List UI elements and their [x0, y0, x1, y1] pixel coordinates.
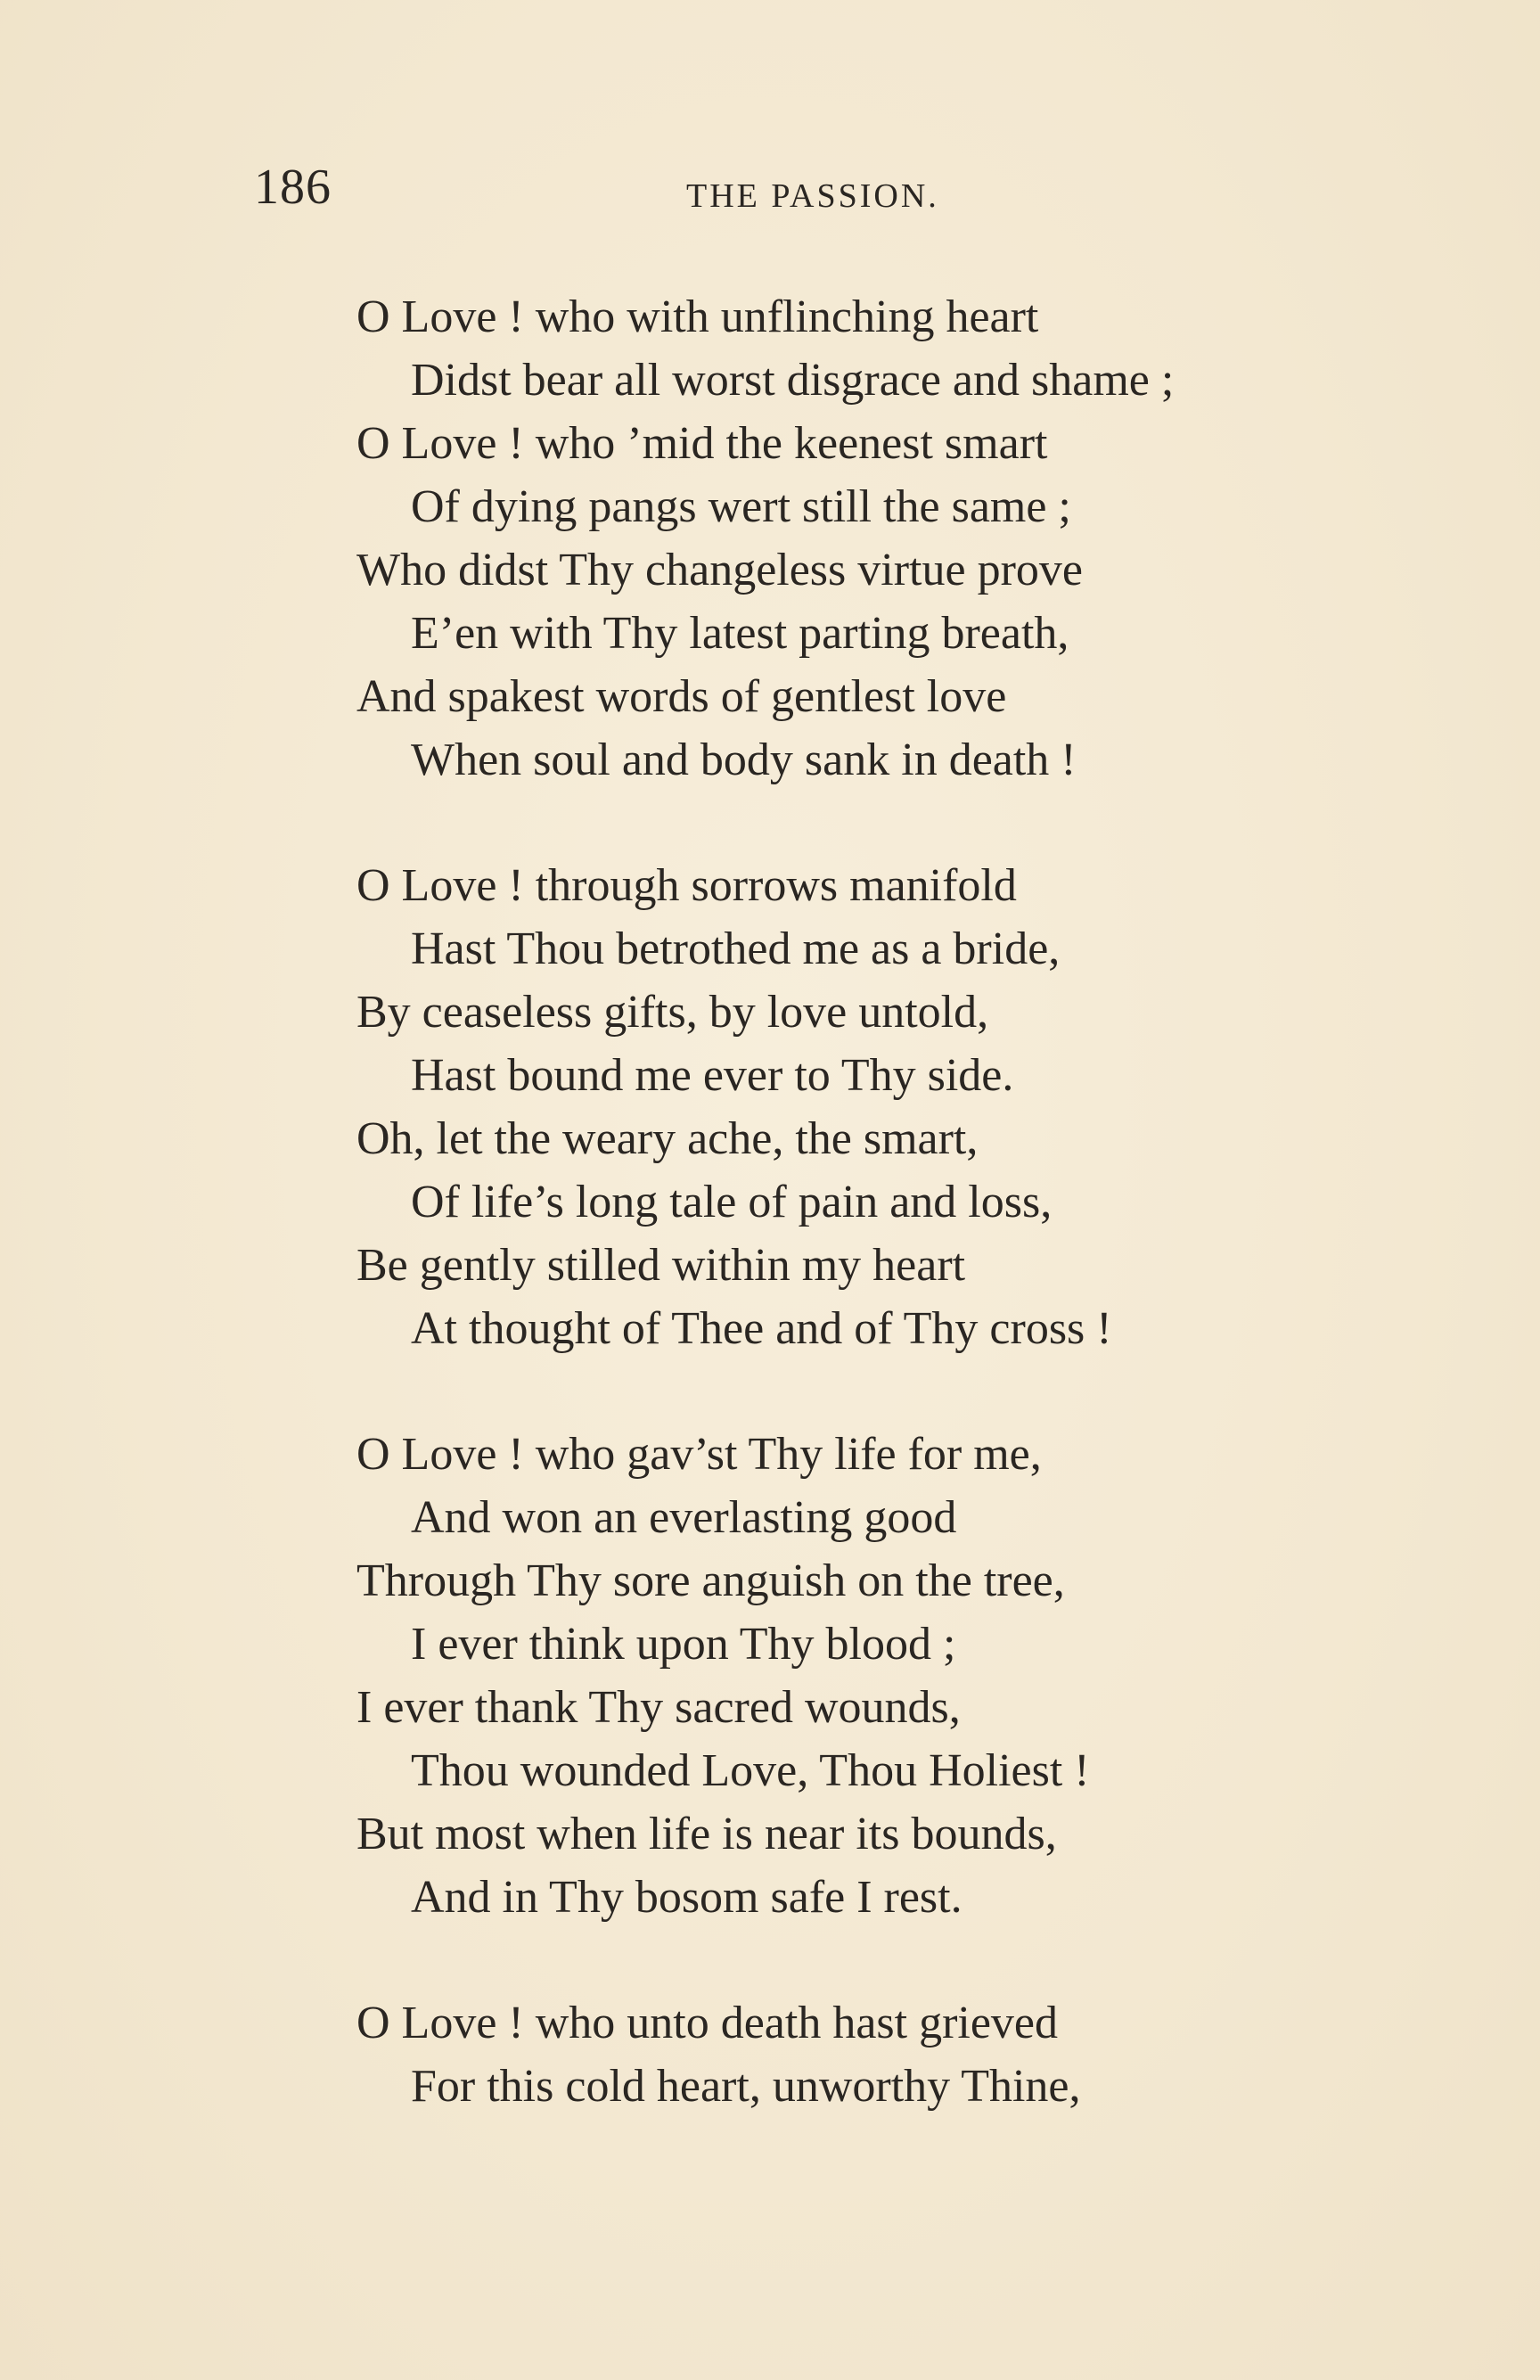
poem-line: Of life’s long tale of pain and loss, — [411, 1177, 1053, 1227]
poem-line: O Love ! who unto death hast grieved — [356, 1998, 1059, 2048]
poem-line: Thou wounded Love, Thou Holiest ! — [411, 1745, 1090, 1796]
poem-line: O Love ! who with unflinching heart — [356, 291, 1039, 342]
page-number: 186 — [254, 160, 332, 215]
stanza-2 — [356, 854, 1426, 1360]
poem-line: By ceaseless gifts, by love untold, — [356, 987, 989, 1038]
poem-line: I ever thank Thy sacred wounds, — [356, 1682, 961, 1733]
poem-line: Of dying pangs wert still the same ; — [411, 481, 1071, 532]
poem-line: At thought of Thee and of Thy cross ! — [411, 1303, 1112, 1354]
poem-line: I ever think upon Thy blood ; — [411, 1619, 956, 1670]
poem-line: Who didst Thy changeless virtue prove — [356, 545, 1083, 595]
poem-line: Hast bound me ever to Thy side. — [411, 1050, 1014, 1101]
poem-line: Through Thy sore anguish on the tree, — [356, 1555, 1065, 1606]
stanza-3 — [356, 1423, 1426, 1929]
poem-line: O Love ! who ’mid the keenest smart — [356, 418, 1048, 469]
poem — [356, 285, 1426, 2180]
stanza-1 — [356, 285, 1426, 792]
running-head: THE PASSION. — [686, 177, 939, 215]
poem-line: And in Thy bosom safe I rest. — [411, 1872, 962, 1923]
poem-line: E’en with Thy latest parting breath, — [411, 608, 1069, 659]
poem-line: O Love ! who gav’st Thy life for me, — [356, 1429, 1042, 1480]
poem-line: Didst bear all worst disgrace and shame ; — [411, 355, 1175, 406]
poem-line: For this cold heart, unworthy Thine, — [411, 2061, 1081, 2112]
stanza-4 — [356, 1991, 1426, 2118]
poem-line: And spakest words of gentlest love — [356, 671, 1007, 722]
poem-line: But most when life is near its bounds, — [356, 1809, 1057, 1859]
poem-line: O Love ! through sorrows manifold — [356, 860, 1017, 911]
poem-line: And won an everlasting good — [411, 1492, 957, 1543]
poem-line: Be gently stilled within my heart — [356, 1240, 966, 1291]
poem-line: When soul and body sank in death ! — [411, 735, 1077, 785]
poem-line: Oh, let the weary ache, the smart, — [356, 1113, 979, 1164]
poem-line: Hast Thou betrothed me as a bride, — [411, 923, 1061, 974]
